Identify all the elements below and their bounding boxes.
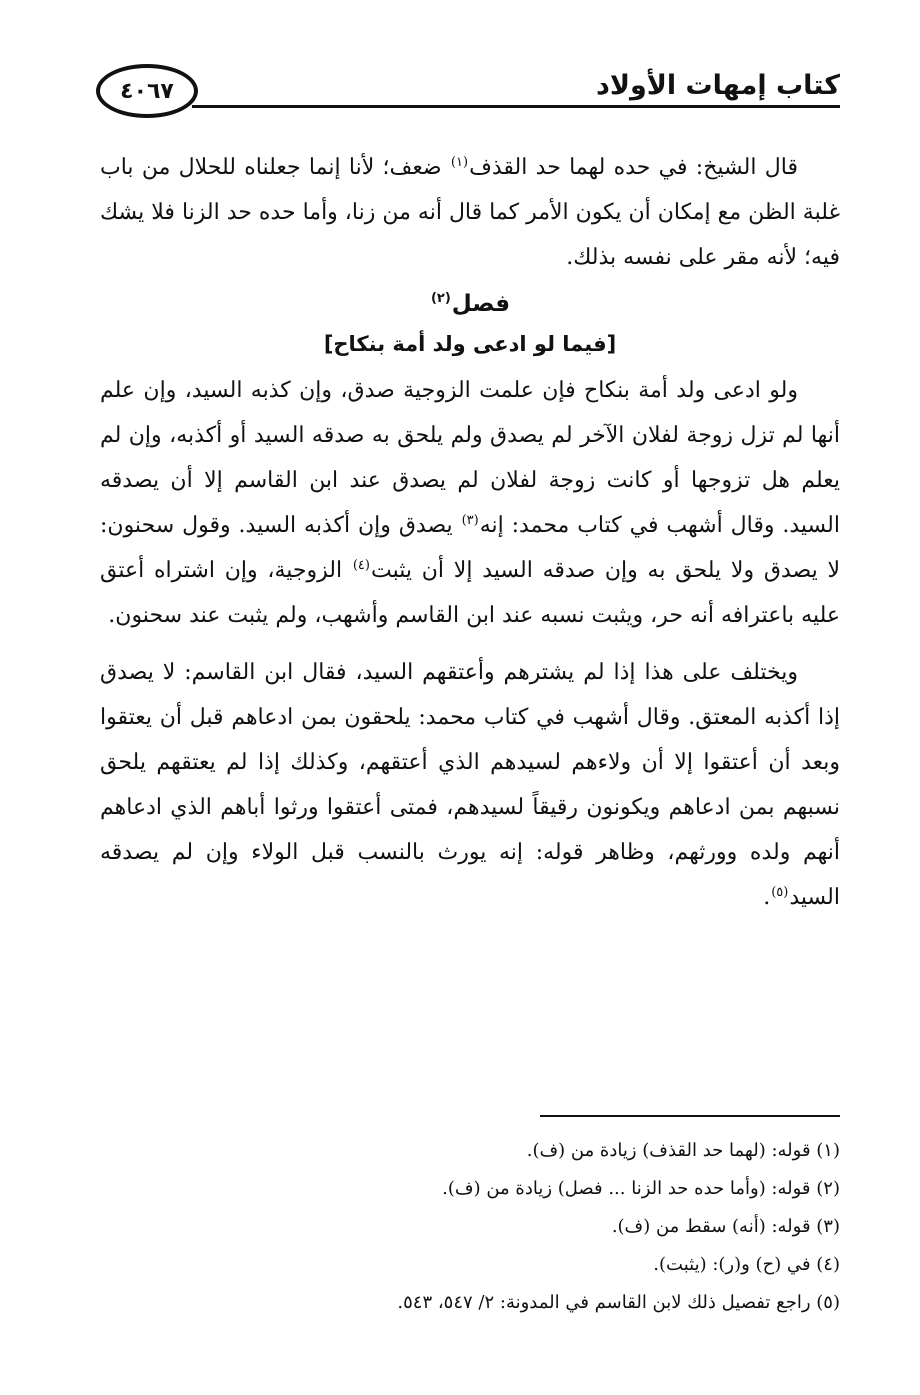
footnote-3: (٣) قوله: (أنه) سقط من (ف). — [611, 1216, 840, 1237]
paragraph-2-text-b: يصدق وإن أكذبه السيد. وقول سحنون: لا يصدق ولا يلحق به وإن صدقه السيد إلا أن يثبت — [100, 513, 840, 583]
paragraph-2 — [100, 368, 840, 638]
book-title: كتاب إمهات الأولاد — [596, 70, 840, 101]
section-heading-text: فصل — [451, 291, 511, 317]
footnote-ref-1: (١) — [450, 154, 469, 170]
footnote-1: (١) قوله: (لهما حد القذف) زيادة من (ف). — [526, 1140, 840, 1161]
footnote-ref-3: (٣) — [461, 512, 479, 528]
footnote-4: (٤) في (ح) و(ر): (يثبت). — [653, 1254, 840, 1275]
paragraph-2-text-c: الزوجية، وإن اشتراه أعتق عليه باعترافه أنه حر، ويثبت نسبه عند ابن القاسم وأشهب، ولم يثبت عند سحنون. — [100, 558, 840, 628]
paragraph-2-text-a: ولو ادعى ولد أمة بنكاح فإن علمت الزوجية صدق، وإن كذبه السيد، وإن علم أنها لم تزل زوجة لفلان الآخر لم يصدق ولم يلحق به صدقه السيد أو أكذبه، وإن لم يعلم هل تزوجها أو كانت زوجة لفلان لم يصدق عند ابن القاسم إلا أن يصدقه السيد. وقال أشهب في كتاب محمد: إنه — [100, 378, 840, 538]
section-heading — [100, 284, 840, 324]
footnote-ref-2: (٢) — [430, 291, 451, 307]
footnote-ref-5: (٥) — [771, 884, 789, 900]
paragraph-3 — [100, 650, 840, 920]
footnote-separator — [540, 1115, 840, 1117]
footnote-ref-4: (٤) — [352, 557, 370, 573]
section-subheading: [فيما لو ادعى ولد أمة بنكاح] — [323, 332, 617, 356]
paragraph-1-text-b: ضعف؛ لأنا إنما جعلناه للحلال من باب غلبة الظن مع إمكان أن يكون الأمر كما قال أنه من زنا، وأما حده حد الزنا فلا يشك فيه؛ لأنه مقر على نفسه بذلك. — [100, 155, 840, 270]
paragraph-3-text-b: . — [763, 885, 771, 910]
paragraph-1 — [100, 145, 840, 280]
paragraph-1-text-a: قال الشيخ: في حده لهما حد القذف — [469, 155, 798, 180]
main-text — [100, 145, 840, 920]
header-rule — [192, 105, 840, 108]
page-number-badge — [96, 64, 198, 118]
paragraph-3-text-a: ويختلف على هذا إذا لم يشترهم وأعتقهم السيد، فقال ابن القاسم: لا يصدق إذا أكذبه المعتق. وقال أشهب في كتاب محمد: يلحقون بمن ادعاهم قبل أن يعتقوا وبعد أن أعتقوا إلا أن ولاءهم لسيدهم الذي أعتقهم، وكذلك إذا لم يعتقهم يلحق نسبهم بمن ادعاهم ويكونون رقيقاً لسيدهم، فمتى أعتقوا ورثوا أباهم الذي ادعاهم أنهم ولده وورثهم، وظاهر قوله: إنه يورث بالنسب قبل الولاء وإن لم يصدقه السيد — [100, 660, 840, 910]
footnote-2: (٢) قوله: (وأما حده حد الزنا ... فصل) زيادة من (ف). — [442, 1178, 840, 1199]
running-header — [92, 58, 840, 130]
footnote-5: (٥) راجع تفصيل ذلك لابن القاسم في المدونة: ٢/ ٥٤٧، ٥٤٣. — [397, 1292, 840, 1313]
footnotes-list — [100, 1132, 840, 1322]
page-number: ٤٠٦٧ — [120, 78, 174, 104]
